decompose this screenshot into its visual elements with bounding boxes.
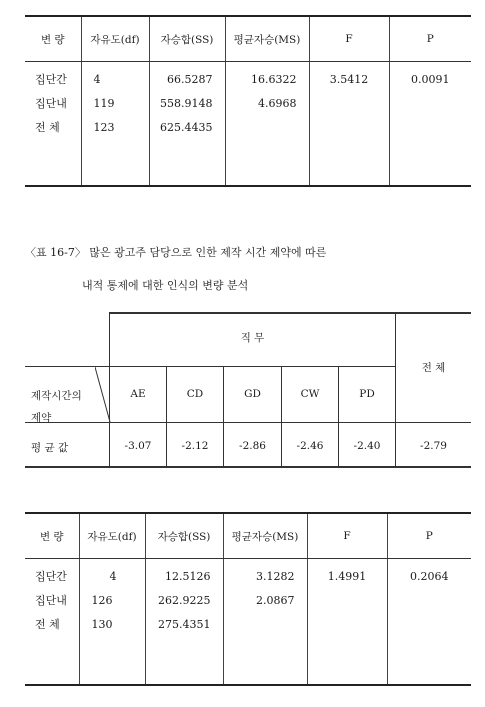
- col-header-pd: PD: [359, 388, 375, 400]
- ms-column: [225, 62, 309, 187]
- df-value: 130: [91, 618, 113, 631]
- ms-value: 2.0867: [256, 594, 295, 607]
- header-ss: 자승합(SS): [149, 16, 225, 62]
- col-divider: [223, 366, 224, 468]
- mean-ae: -3.07: [124, 440, 152, 452]
- row-label-between: 집단간: [35, 570, 67, 583]
- ss-value: 625.4435: [160, 121, 213, 134]
- table-body-row: [25, 559, 471, 686]
- mean-gd: -2.86: [239, 440, 266, 452]
- job-mean-table: [25, 312, 471, 468]
- row-label-within: 집단내: [35, 97, 67, 110]
- table-header-row: [25, 16, 471, 62]
- row-label-between: 집단간: [35, 73, 67, 86]
- bottom-border: [25, 466, 471, 468]
- f-column: [309, 62, 389, 187]
- col-divider: [338, 366, 339, 468]
- variance-column: [25, 559, 79, 686]
- table-body-row: [25, 62, 471, 187]
- df-value: 4: [93, 73, 101, 86]
- ss-value: 12.5126: [165, 570, 211, 583]
- ss-column: [145, 559, 223, 686]
- df-value: 123: [93, 121, 115, 134]
- header-ss: 자승합(SS): [145, 513, 223, 559]
- header-f: F: [307, 513, 387, 559]
- df-value: 119: [93, 97, 115, 110]
- p-value: 0.2064: [410, 570, 449, 583]
- header-variance: 변 량: [25, 513, 79, 559]
- mean-total: -2.79: [420, 440, 447, 452]
- job-header-rule: [109, 366, 396, 367]
- ms-value: 4.6968: [258, 97, 297, 110]
- top-border: [109, 312, 471, 314]
- anova-table-2: [25, 512, 471, 686]
- p-value: 0.0091: [411, 73, 450, 86]
- header-df: 자유도(df): [81, 16, 149, 62]
- ms-value: 16.6322: [251, 73, 297, 86]
- header-diagonal-line: [95, 367, 111, 423]
- mean-pd: -2.40: [353, 440, 381, 452]
- mean-cd: -2.12: [181, 440, 209, 452]
- table-header-row: [25, 513, 471, 559]
- f-value: 3.5412: [329, 73, 369, 86]
- job-group-header: 직 무: [240, 332, 265, 344]
- row-label-total: 전 체: [35, 121, 60, 134]
- col-header-cd: CD: [186, 388, 204, 400]
- header-ms: 평균자승(MS): [225, 16, 309, 62]
- header-variance: 변 량: [25, 16, 81, 62]
- mean-cw: -2.46: [296, 440, 324, 452]
- row-header-line-1: 제작시간의: [31, 390, 82, 402]
- df-value: 4: [109, 570, 117, 583]
- ss-column: [149, 62, 225, 187]
- variance-column: [25, 62, 81, 187]
- header-ms: 평균자승(MS): [223, 513, 307, 559]
- ss-value: 262.9225: [158, 594, 211, 607]
- total-header: 전 체: [421, 362, 446, 374]
- ms-value: 3.1282: [256, 570, 295, 583]
- header-df: 자유도(df): [79, 513, 145, 559]
- table-caption-line-1: 〈표 16-7〉 많은 광고주 담당으로 인한 제작 시간 제약에 따른: [25, 246, 327, 259]
- table-caption-line-2: 내적 통제에 대한 인식의 변량 분석: [82, 279, 249, 292]
- f-column: [307, 559, 387, 686]
- col-divider: [166, 366, 167, 468]
- df-column: [79, 559, 145, 686]
- row-header-line-2: 제약: [31, 412, 52, 424]
- header-f: F: [309, 16, 389, 62]
- header-p: P: [389, 16, 471, 62]
- row-label-within: 집단내: [35, 594, 67, 607]
- ss-value: 275.4351: [158, 618, 211, 631]
- df-column: [81, 62, 149, 187]
- f-value: 1.4991: [327, 570, 367, 583]
- row-label-total: 전 체: [35, 618, 60, 631]
- header-p: P: [387, 513, 471, 559]
- df-value: 126: [91, 594, 113, 607]
- p-column: [389, 62, 471, 187]
- col-header-gd: GD: [244, 388, 261, 400]
- col-header-ae: AE: [130, 388, 146, 400]
- p-column: [387, 559, 471, 686]
- values-top-rule: [25, 422, 471, 423]
- col-header-cw: CW: [300, 388, 320, 400]
- col-divider: [281, 366, 282, 468]
- anova-table-1: [25, 15, 471, 187]
- row-label-mean: 평 균 값: [31, 442, 69, 454]
- ss-value: 558.9148: [160, 97, 213, 110]
- ss-value: 66.5287: [167, 73, 213, 86]
- ms-column: [223, 559, 307, 686]
